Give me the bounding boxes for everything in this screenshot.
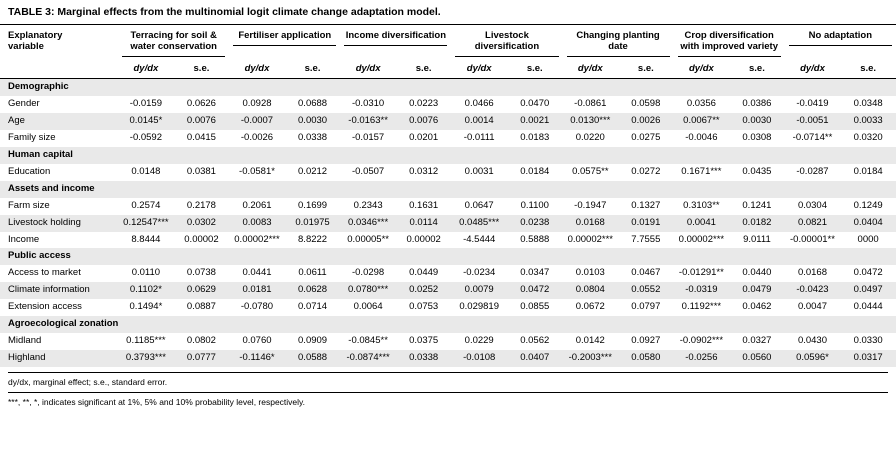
- cell-value: 0.0714: [285, 299, 341, 316]
- header-group-label: No adaptation: [808, 29, 873, 41]
- cell-value: 8.8222: [285, 232, 341, 249]
- cell-value: 0.0181: [229, 282, 285, 299]
- cell-value: 0.0183: [507, 130, 563, 147]
- header-se-3: s.e.: [415, 63, 432, 74]
- cell-value: 0.0302: [174, 215, 230, 232]
- cell-value: 0.0777: [174, 350, 230, 367]
- row-label: Climate information: [0, 282, 118, 299]
- cell-value: 0.1241: [729, 198, 785, 215]
- cell-value: 0.0470: [507, 96, 563, 113]
- cell-value: 0.0588: [285, 350, 341, 367]
- row-label: Midland: [0, 333, 118, 350]
- cell-value: 0.0182: [729, 215, 785, 232]
- cell-value: 0.00002: [174, 232, 230, 249]
- cell-value: 0.00002***: [229, 232, 285, 249]
- cell-value: 0.0327: [729, 333, 785, 350]
- cell-value: 0.0083: [229, 215, 285, 232]
- note-significance: ***, **, *, indicates significant at 1%, 5% and 10% probability level, respectively.: [8, 397, 306, 408]
- cell-value: 0.0485***: [451, 215, 507, 232]
- cell-value: -0.0902***: [674, 333, 730, 350]
- cell-value: 0.0356: [674, 96, 730, 113]
- cell-value: -0.0714**: [785, 130, 841, 147]
- cell-value: 0.0760: [229, 333, 285, 350]
- cell-value: 0.1192***: [674, 299, 730, 316]
- cell-value: 9.0111: [729, 232, 785, 249]
- section-title: Assets and income: [0, 181, 896, 198]
- cell-value: 0.0064: [340, 299, 396, 316]
- section-header-human-capital: [0, 147, 896, 164]
- header-dydx-1: dy/dx: [133, 63, 159, 74]
- cell-value: 0.2178: [174, 198, 230, 215]
- cell-value: 0.0076: [396, 113, 452, 130]
- header-sub-row: [0, 60, 896, 79]
- row-label: Highland: [0, 350, 118, 367]
- cell-value: 0.0142: [563, 333, 619, 350]
- section-header-assets-and-income: [0, 181, 896, 198]
- header-group-terracing: [118, 25, 229, 60]
- cell-value: 0.0220: [563, 130, 619, 147]
- cell-value: 0.00005**: [340, 232, 396, 249]
- cell-value: -0.0007: [229, 113, 285, 130]
- cell-value: 0.0148: [118, 164, 174, 181]
- cell-value: 0.0575**: [563, 164, 619, 181]
- cell-value: 7.7555: [618, 232, 674, 249]
- cell-value: 0.0229: [451, 333, 507, 350]
- cell-value: 0.0252: [396, 282, 452, 299]
- table-body: [0, 79, 896, 367]
- header-group-no-adaptation: [785, 25, 896, 60]
- cell-value: 0.0928: [229, 96, 285, 113]
- cell-value: 0.0688: [285, 96, 341, 113]
- cell-value: 0.0596*: [785, 350, 841, 367]
- cell-value: 0.0415: [174, 130, 230, 147]
- header-dydx-3: dy/dx: [355, 63, 381, 74]
- cell-value: 0.0201: [396, 130, 452, 147]
- cell-value: 0.1494*: [118, 299, 174, 316]
- cell-value: 0.0114: [396, 215, 452, 232]
- cell-value: 0.1100: [507, 198, 563, 215]
- cell-value: 0.5888: [507, 232, 563, 249]
- cell-value: 0.0110: [118, 265, 174, 282]
- cell-value: 0.0804: [563, 282, 619, 299]
- section-header-agroecological-zonation: [0, 316, 896, 333]
- table-row: [0, 215, 896, 232]
- header-group-label: Income diversification: [345, 29, 447, 41]
- cell-value: 0.0312: [396, 164, 452, 181]
- header-group-label: Livestock diversification: [474, 29, 540, 52]
- cell-value: 0.0466: [451, 96, 507, 113]
- header-group-changing-planting-date: [563, 25, 674, 60]
- header-se-6: s.e.: [749, 63, 765, 74]
- cell-value: 0.0076: [174, 113, 230, 130]
- cell-value: 0.12547***: [118, 215, 174, 232]
- cell-value: 0.0629: [174, 282, 230, 299]
- header-group-income-diversification: [340, 25, 451, 60]
- header-dydx-4: dy/dx: [466, 63, 492, 74]
- section-title: Agroecological zonation: [0, 316, 896, 333]
- cell-value: 0.00002: [396, 232, 452, 249]
- cell-value: 0.0330: [840, 333, 896, 350]
- cell-value: -0.0111: [451, 130, 507, 147]
- cell-value: -0.0592: [118, 130, 174, 147]
- header-explanatory-line1: Explanatory: [8, 29, 63, 41]
- cell-value: 0.0647: [451, 198, 507, 215]
- header-se-4: s.e.: [526, 63, 543, 74]
- cell-value: 0.0346***: [340, 215, 396, 232]
- cell-value: -0.0159: [118, 96, 174, 113]
- cell-value: -0.1947: [563, 198, 619, 215]
- header-se-5: s.e.: [637, 63, 654, 74]
- cell-value: 8.8444: [118, 232, 174, 249]
- cell-value: -4.5444: [451, 232, 507, 249]
- cell-value: 0.0381: [174, 164, 230, 181]
- header-explanatory-variable: [0, 25, 118, 79]
- cell-value: -0.0051: [785, 113, 841, 130]
- cell-value: 0.2343: [340, 198, 396, 215]
- cell-value: 0.0238: [507, 215, 563, 232]
- cell-value: 0.0031: [451, 164, 507, 181]
- cell-value: 0.1102*: [118, 282, 174, 299]
- row-label: Extension access: [0, 299, 118, 316]
- cell-value: 0.0467: [618, 265, 674, 282]
- cell-value: 0.0404: [840, 215, 896, 232]
- cell-value: -0.0507: [340, 164, 396, 181]
- cell-value: 0.2574: [118, 198, 174, 215]
- cell-value: 0.0441: [229, 265, 285, 282]
- group-rule: [678, 55, 781, 57]
- cell-value: 0.0626: [174, 96, 230, 113]
- cell-value: 0.0041: [674, 215, 730, 232]
- note-definitions: dy/dx, marginal effect; s.e., standard error.: [8, 376, 168, 387]
- cell-value: 0.0580: [618, 350, 674, 367]
- cell-value: 0.0317: [840, 350, 896, 367]
- cell-value: 0.0440: [729, 265, 785, 282]
- cell-value: 0.0802: [174, 333, 230, 350]
- cell-value: 0.0435: [729, 164, 785, 181]
- cell-value: 0.0308: [729, 130, 785, 147]
- header-se-7: s.e.: [860, 63, 877, 74]
- cell-value: 0.0047: [785, 299, 841, 316]
- table-header: [0, 25, 896, 79]
- row-label: Access to market: [0, 265, 118, 282]
- row-label: Income: [0, 232, 118, 249]
- cell-value: -0.0780: [229, 299, 285, 316]
- cell-value: 0.0067**: [674, 113, 730, 130]
- cell-value: 0.0753: [396, 299, 452, 316]
- header-group-label: Changing planting date: [576, 29, 660, 52]
- cell-value: -0.0874***: [340, 350, 396, 367]
- cell-value: 0.0375: [396, 333, 452, 350]
- cell-value: 0.0672: [563, 299, 619, 316]
- cell-value: 0.0168: [785, 265, 841, 282]
- cell-value: 0.0304: [785, 198, 841, 215]
- cell-value: 0.1185***: [118, 333, 174, 350]
- table-row: [0, 198, 896, 215]
- cell-value: 0.3103**: [674, 198, 730, 215]
- table-row: [0, 333, 896, 350]
- cell-value: 0.2061: [229, 198, 285, 215]
- cell-value: -0.0298: [340, 265, 396, 282]
- cell-value: 0.0472: [507, 282, 563, 299]
- header-se-2: s.e.: [304, 63, 321, 74]
- table-row: [0, 164, 896, 181]
- cell-value: 0.0472: [840, 265, 896, 282]
- cell-value: 0.1699: [285, 198, 341, 215]
- header-se-1: s.e.: [193, 63, 210, 74]
- table-caption: TABLE 3: Marginal effects from the multinomial logit climate change adaptation model.: [0, 0, 896, 25]
- cell-value: 0.0560: [729, 350, 785, 367]
- cell-value: 0.0130***: [563, 113, 619, 130]
- cell-value: 0.0348: [840, 96, 896, 113]
- section-title: Human capital: [0, 147, 896, 164]
- cell-value: 0.0462: [729, 299, 785, 316]
- cell-value: -0.2003***: [563, 350, 619, 367]
- cell-value: -0.0234: [451, 265, 507, 282]
- header-dydx-5: dy/dx: [577, 63, 603, 74]
- cell-value: -0.0026: [229, 130, 285, 147]
- cell-value: 0.0552: [618, 282, 674, 299]
- cell-value: 0.0145*: [118, 113, 174, 130]
- cell-value: 0.0272: [618, 164, 674, 181]
- group-rule: [344, 44, 447, 46]
- group-rule: [455, 55, 558, 57]
- cell-value: 0.0407: [507, 350, 563, 367]
- header-group-row: [0, 25, 896, 60]
- cell-value: 0.0611: [285, 265, 341, 282]
- table-row: [0, 113, 896, 130]
- marginal-effects-table: [0, 25, 896, 367]
- header-group-label: Fertiliser application: [238, 29, 332, 41]
- header-group-label: Crop diversification with improved variety: [680, 29, 778, 52]
- cell-value: -0.0108: [451, 350, 507, 367]
- cell-value: 0.0026: [618, 113, 674, 130]
- cell-value: 0.3793***: [118, 350, 174, 367]
- row-label: Farm size: [0, 198, 118, 215]
- cell-value: -0.0163**: [340, 113, 396, 130]
- cell-value: 0.0797: [618, 299, 674, 316]
- cell-value: 0.00002***: [674, 232, 730, 249]
- cell-value: 0.0191: [618, 215, 674, 232]
- cell-value: 0.0444: [840, 299, 896, 316]
- cell-value: -0.01291**: [674, 265, 730, 282]
- table-row: [0, 299, 896, 316]
- cell-value: 0.0103: [563, 265, 619, 282]
- cell-value: 0.0014: [451, 113, 507, 130]
- table-notes: [0, 367, 896, 411]
- group-rule: [122, 55, 225, 57]
- cell-value: 0.0909: [285, 333, 341, 350]
- cell-value: 0.1671***: [674, 164, 730, 181]
- cell-value: -0.0319: [674, 282, 730, 299]
- cell-value: 0.0347: [507, 265, 563, 282]
- cell-value: 0.0628: [285, 282, 341, 299]
- cell-value: 0.0430: [785, 333, 841, 350]
- cell-value: 0.0449: [396, 265, 452, 282]
- row-label: Age: [0, 113, 118, 130]
- cell-value: 0.0079: [451, 282, 507, 299]
- row-label: Gender: [0, 96, 118, 113]
- section-header-public-access: [0, 248, 896, 265]
- cell-value: 0.0927: [618, 333, 674, 350]
- notes-top-rule: [8, 372, 888, 373]
- cell-value: 0.0497: [840, 282, 896, 299]
- cell-value: 0.0168: [563, 215, 619, 232]
- cell-value: 0.0338: [285, 130, 341, 147]
- header-dydx-2: dy/dx: [244, 63, 270, 74]
- cell-value: 0.00002***: [563, 232, 619, 249]
- header-explanatory-line2: variable: [8, 40, 44, 52]
- notes-middle-rule: [8, 392, 888, 393]
- cell-value: -0.0861: [563, 96, 619, 113]
- cell-value: -0.0287: [785, 164, 841, 181]
- cell-value: 0.0223: [396, 96, 452, 113]
- cell-value: -0.1146*: [229, 350, 285, 367]
- row-label: Livestock holding: [0, 215, 118, 232]
- cell-value: 0.0275: [618, 130, 674, 147]
- cell-value: 0.0479: [729, 282, 785, 299]
- table-row: [0, 282, 896, 299]
- cell-value: 0000: [840, 232, 896, 249]
- cell-value: 0.0212: [285, 164, 341, 181]
- cell-value: 0.0030: [729, 113, 785, 130]
- cell-value: 0.0887: [174, 299, 230, 316]
- cell-value: 0.0338: [396, 350, 452, 367]
- header-group-crop-diversification: [674, 25, 785, 60]
- table-row: [0, 265, 896, 282]
- row-label: Education: [0, 164, 118, 181]
- table-row: [0, 130, 896, 147]
- cell-value: 0.01975: [285, 215, 341, 232]
- cell-value: 0.1327: [618, 198, 674, 215]
- cell-value: 0.0780***: [340, 282, 396, 299]
- header-group-label: Terracing for soil & water conservation: [130, 29, 217, 52]
- header-group-livestock-diversification: [451, 25, 562, 60]
- table-row: [0, 96, 896, 113]
- table-row: [0, 232, 896, 249]
- cell-value: -0.0581*: [229, 164, 285, 181]
- cell-value: 0.029819: [451, 299, 507, 316]
- cell-value: 0.0184: [507, 164, 563, 181]
- cell-value: 0.1631: [396, 198, 452, 215]
- section-header-demographic: [0, 79, 896, 96]
- header-group-fertiliser: [229, 25, 340, 60]
- table-row: [0, 350, 896, 367]
- row-label: Family size: [0, 130, 118, 147]
- cell-value: 0.0855: [507, 299, 563, 316]
- cell-value: 0.0033: [840, 113, 896, 130]
- cell-value: -0.0256: [674, 350, 730, 367]
- cell-value: -0.0310: [340, 96, 396, 113]
- cell-value: 0.0386: [729, 96, 785, 113]
- cell-value: 0.0821: [785, 215, 841, 232]
- cell-value: -0.0845**: [340, 333, 396, 350]
- cell-value: 0.0030: [285, 113, 341, 130]
- section-title: Public access: [0, 248, 896, 265]
- header-dydx-6: dy/dx: [688, 63, 714, 74]
- cell-value: 0.0562: [507, 333, 563, 350]
- group-rule: [789, 44, 892, 46]
- group-rule: [567, 55, 670, 57]
- header-dydx-7: dy/dx: [800, 63, 825, 74]
- cell-value: -0.0419: [785, 96, 841, 113]
- cell-value: 0.0021: [507, 113, 563, 130]
- cell-value: -0.0157: [340, 130, 396, 147]
- cell-value: 0.0598: [618, 96, 674, 113]
- cell-value: -0.0423: [785, 282, 841, 299]
- cell-value: -0.00001**: [785, 232, 841, 249]
- cell-value: 0.0184: [840, 164, 896, 181]
- cell-value: -0.0046: [674, 130, 730, 147]
- group-rule: [233, 44, 336, 46]
- cell-value: 0.0738: [174, 265, 230, 282]
- section-title: Demographic: [0, 79, 896, 96]
- cell-value: 0.1249: [840, 198, 896, 215]
- cell-value: 0.0320: [840, 130, 896, 147]
